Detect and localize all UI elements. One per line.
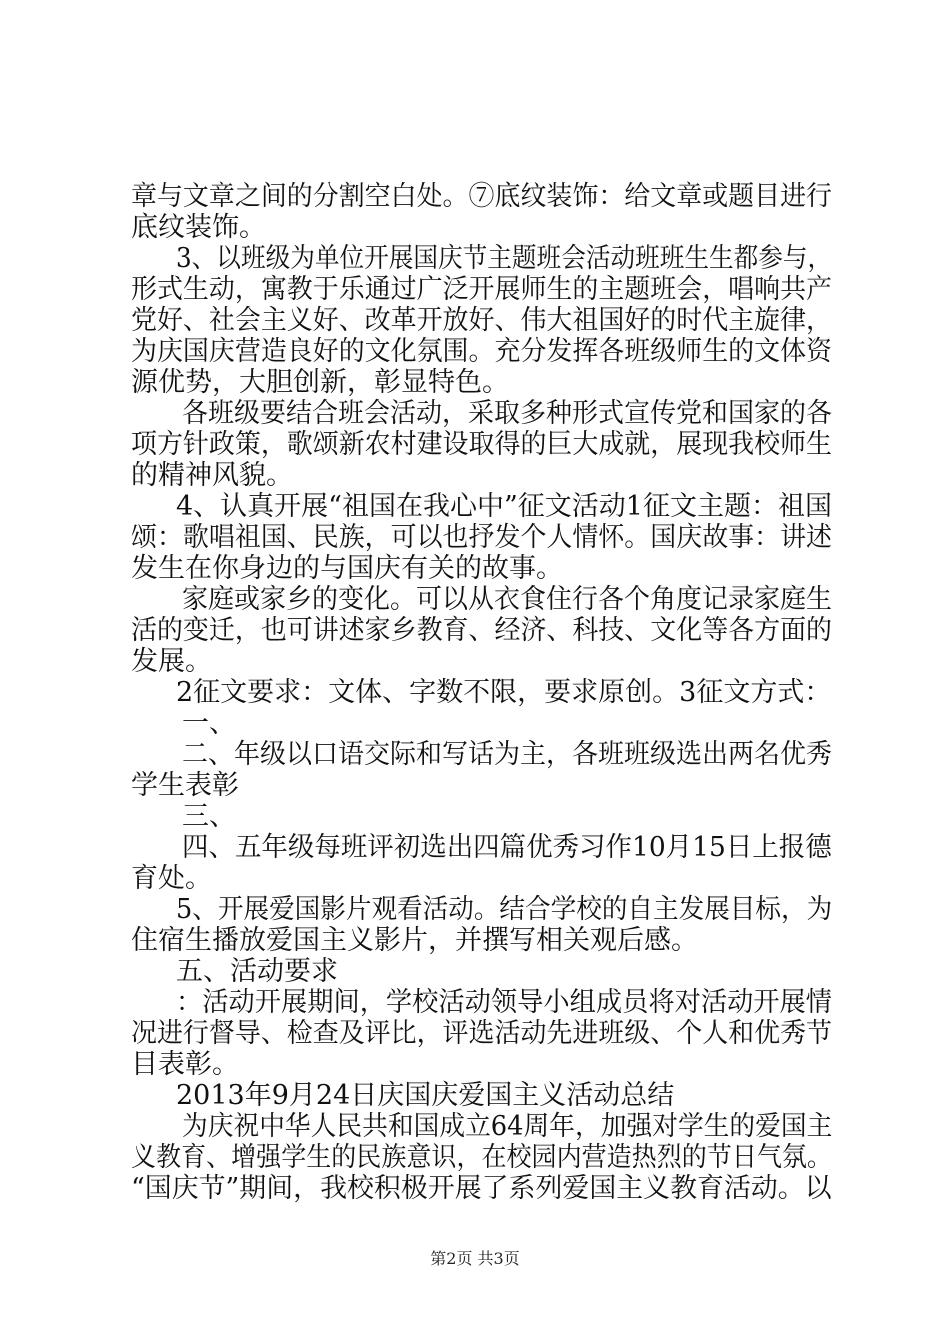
text-line: 学生表彰: [131, 770, 239, 801]
text-line: 章与文章之间的分割空白处。⑦底纹装饰：给文章或题目进行: [131, 181, 833, 212]
text-line: 发展。: [131, 646, 212, 677]
text-line: 发生在你身边的与国庆有关的故事。: [131, 553, 563, 584]
text-line: 形式生动，寓教于乐通过广泛开展师生的主题班会，唱响共产: [131, 274, 833, 305]
text-line: 项方针政策，歌颂新农村建设取得的巨大成就，展现我校师生: [131, 429, 833, 460]
text-line: 底纹装饰。: [131, 212, 266, 243]
text-line: 四、五年级每班评初选出四篇优秀习作10月15日上报德: [182, 832, 832, 863]
text-line: 一、: [182, 708, 236, 739]
page-number-footer: 第2页 共3页: [430, 1249, 520, 1268]
text-line: ：活动开展期间，学校活动领导小组成员将对活动开展情: [176, 987, 833, 1018]
text-line: 为庆祝中华人民共和国成立64周年，加强对学生的爱国主: [182, 1111, 833, 1142]
text-line: 颂：歌唱祖国、民族，可以也抒发个人情怀。国庆故事：讲述: [131, 522, 833, 553]
text-line: 育处。: [131, 863, 212, 894]
text-line: 义教育、增强学生的民族意识，在校园内营造热烈的节日气氛。: [131, 1142, 832, 1173]
text-line: 目表彰。: [131, 1049, 239, 1080]
text-line: 住宿生播放爱国主义影片，并撰写相关观后感。: [131, 925, 698, 956]
text-line: “国庆节”期间，我校积极开展了系列爱国主义教育活动。以: [131, 1173, 832, 1204]
text-line: 况进行督导、检查及评比，评选活动先进班级、个人和优秀节: [131, 1018, 833, 1049]
text-line: 5、开展爱国影片观看活动。结合学校的自主发展目标，为: [176, 894, 833, 925]
text-line: 家庭或家乡的变化。可以从衣食住行各个角度记录家庭生: [182, 584, 833, 615]
text-line: 三、: [182, 801, 236, 832]
text-line: 源优势，大胆创新，彰显特色。: [131, 367, 509, 398]
text-line: 为庆国庆营造良好的文化氛围。充分发挥各班级师生的文体资: [131, 336, 833, 367]
text-line: 五、活动要求: [176, 956, 338, 987]
text-line: 二、年级以口语交际和写话为主，各班班级选出两名优秀: [182, 739, 833, 770]
text-line: 3、以班级为单位开展国庆节主题班会活动班班生生都参与，: [176, 243, 833, 274]
text-line: 的精神风貌。: [131, 460, 293, 491]
text-line: 4、认真开展“祖国在我心中”征文活动1征文主题：祖国: [176, 491, 832, 522]
text-line: 2征文要求：文体、字数不限，要求原创。3征文方式：: [176, 677, 832, 708]
text-line: 活的变迁，也可讲述家乡教育、经济、科技、文化等各方面的: [131, 615, 833, 646]
text-line: 党好、社会主义好、改革开放好、伟大祖国好的时代主旋律，: [131, 305, 833, 336]
text-line: 2013年9月24日庆国庆爱国主义活动总结: [176, 1080, 675, 1111]
text-line: 各班级要结合班会活动，采取多种形式宣传党和国家的各: [182, 398, 833, 429]
